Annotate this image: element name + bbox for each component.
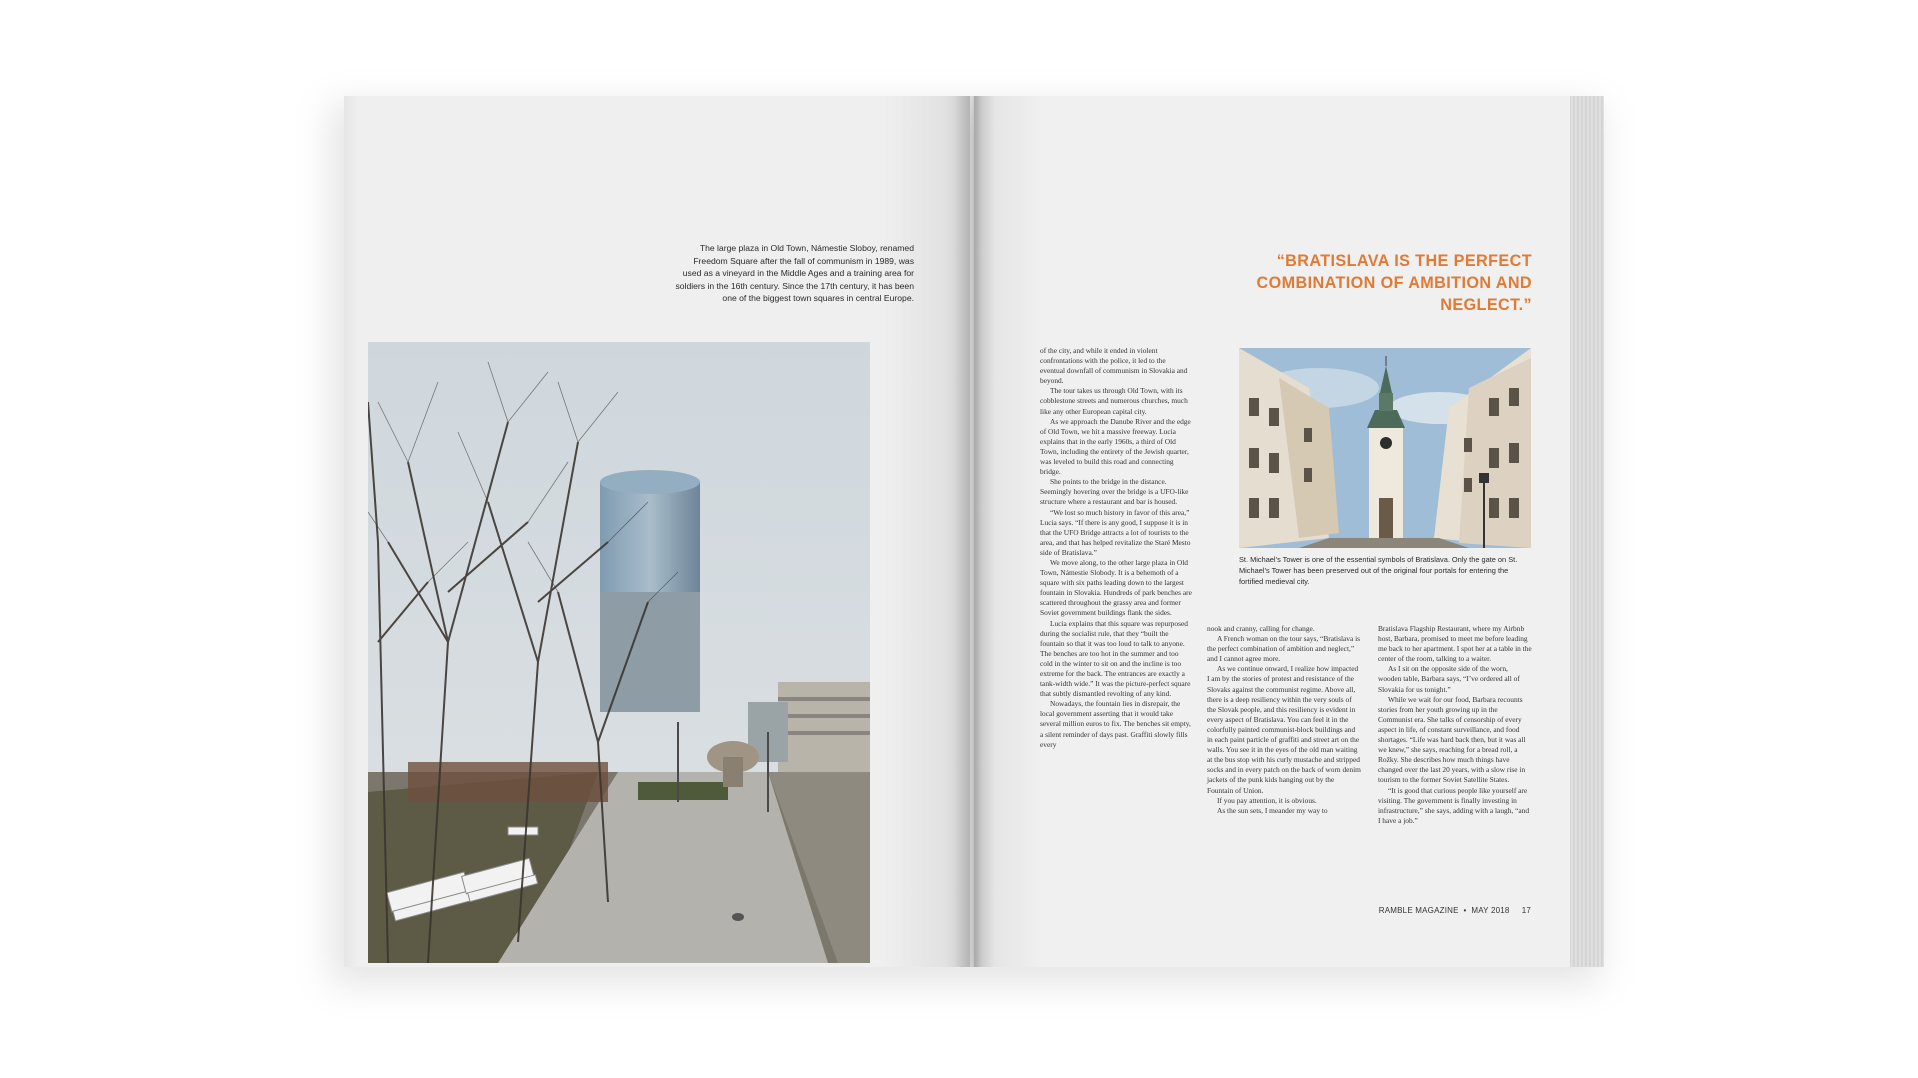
column2-paragraph: nook and cranny, calling for change. (1207, 624, 1315, 633)
column1-paragraph: Nowadays, the fountain lies in disrepair, the local government asserting that it would take several million euros to fix. The benches sit empty, a silent reminder of days past. Graffiti slowly fills every (1040, 699, 1191, 749)
column3-paragraph: As I sit on the opposite side of the worn, wooden table, Barbara says, “I’ve ordered all of Slovakia for us tonight.” (1378, 664, 1520, 694)
column3-paragraph: “It is good that curious people like yourself are visiting. The government is finally investing in infrastructure,” she says, adding with a laugh, “and I have a job.” (1378, 785, 1530, 825)
column2-paragraph: As we continue onward, I realize how impacted I am by the stories of protest and resistance of the Slovaks against the communist regime. Above all, there is a deep resiliency within the very souls of the Slovak people, and this resiliency is evident in every aspect of Bratislava. You can feel it in the colorfully painted communist-block buildings and in each paint particle of graffiti and street art on the walls. You see it in the eyes of the old man waiting at the bus stop with his curly mustache and stripped socks and in every patch on the back of worn denim jackets of the punk kids hanging out by the Fountain of Union. (1207, 664, 1361, 795)
right-page (974, 96, 1570, 967)
left-page (344, 96, 970, 967)
plaza-photo (368, 342, 870, 963)
magazine-spread (344, 96, 1604, 967)
column1-paragraph: “We lost so much history in favor of this area,” Lucia says. “If there is any good, I suppose it is in that the UFO Bridge attracts a lot of tourists to the area, and that has helped revitalize the Staré Mesto side of Bratislava.” (1040, 507, 1191, 557)
column1-paragraph: As we approach the Danube River and the edge of Old Town, we hit a massive freeway. Lucia explains that in the early 1960s, a third of Old Town, including the entirety of the Jewish quarter, was leveled to build this road and connecting bridge. (1040, 416, 1191, 477)
left-photo-caption: The large plaza in Old Town, Námestie Sloboy, renamed Freedom Square after the fall of communism in 1989, was used as a vineyard in the Middle Ages and a training area for soldiers in the 16th century. Since the 17th century, it has been one of the biggest town squares in central Europe. (675, 243, 914, 304)
page-edges (1570, 96, 1604, 967)
page-footer: RAMBLE MAGAZINE • MAY 2018 17 (1378, 906, 1531, 915)
column2-paragraph: As the sun sets, I meander my way to (1217, 805, 1328, 815)
book-spine (954, 96, 994, 967)
column2-paragraph: If you pay attention, it is obvious. (1217, 795, 1317, 805)
tower-photo-caption: St. Michael’s Tower is one of the essential symbols of Bratislava. Only the gate on St. Michael’s Tower has been preserved out of the original four portals for entering the fortified medieval city. (1239, 555, 1518, 586)
plaza-photo-illustration (368, 342, 870, 963)
column1-paragraph: of the city, and while it ended in violent confrontations with the police, it led to the eventual downfall of communism in Slovakia and beyond. (1040, 346, 1188, 386)
article-column-3 (1378, 624, 1533, 826)
article-column-1 (1040, 346, 1192, 750)
pull-quote: “BRATISLAVA IS THE PERFECT COMBINATION OF AMBITION AND NEGLECT.” (1256, 252, 1532, 314)
column1-paragraph: Lucia explains that this square was repurposed during the socialist rule, that they “built the fountain so that it was too loud to talk to anyone. The benches are too hot in the summer and too cold in the winter to sit on and the incline is too extreme for the back. The entrances are exactly a tank-width wide.” It was the picture-perfect square that subtly dismantled revolting of any kind. (1040, 618, 1191, 699)
tower-photo-illustration (1239, 348, 1531, 548)
st-michaels-tower-photo (1239, 348, 1531, 548)
article-column-2 (1207, 624, 1362, 816)
column1-paragraph: The tour takes us through Old Town, with its cobblestone streets and numerous churches, much like any other European capital city. (1040, 386, 1188, 416)
column3-paragraph: Bratislava Flagship Restaurant, where my Airbnb host, Barbara, promised to meet me before leading me back to her apartment. I spot her at a table in the center of the room, talking to a waiter. (1378, 624, 1532, 664)
column1-paragraph: She points to the bridge in the distance. Seemingly hovering over the bridge is a UFO-like structure where a restaurant and bar is housed. (1040, 477, 1189, 507)
column3-paragraph: While we wait for our food, Barbara recounts stories from her youth growing up in the Communist era. She talks of censorship of every aspect in life, of constant surveillance, and food shortages. “Life was hard back then, but it was all we knew,” she says, reaching for a bread roll, a Rožky. She describes how much things have changed over the last 20 years, with a slow rise in tourism to the former Soviet Satellite States. (1378, 694, 1526, 785)
column2-paragraph: A French woman on the tour says, “Bratislava is the perfect combination of ambition and neglect,” and I cannot agree more. (1207, 634, 1361, 664)
column1-paragraph: We move along, to the other large plaza in Old Town, Námestie Slobody. It is a behemoth of a square with six paths leading down to the largest fountain in Slovakia. Hundreds of park benches are scattered throughout the grassy area and former Soviet government buildings flank the sides. (1040, 557, 1192, 618)
